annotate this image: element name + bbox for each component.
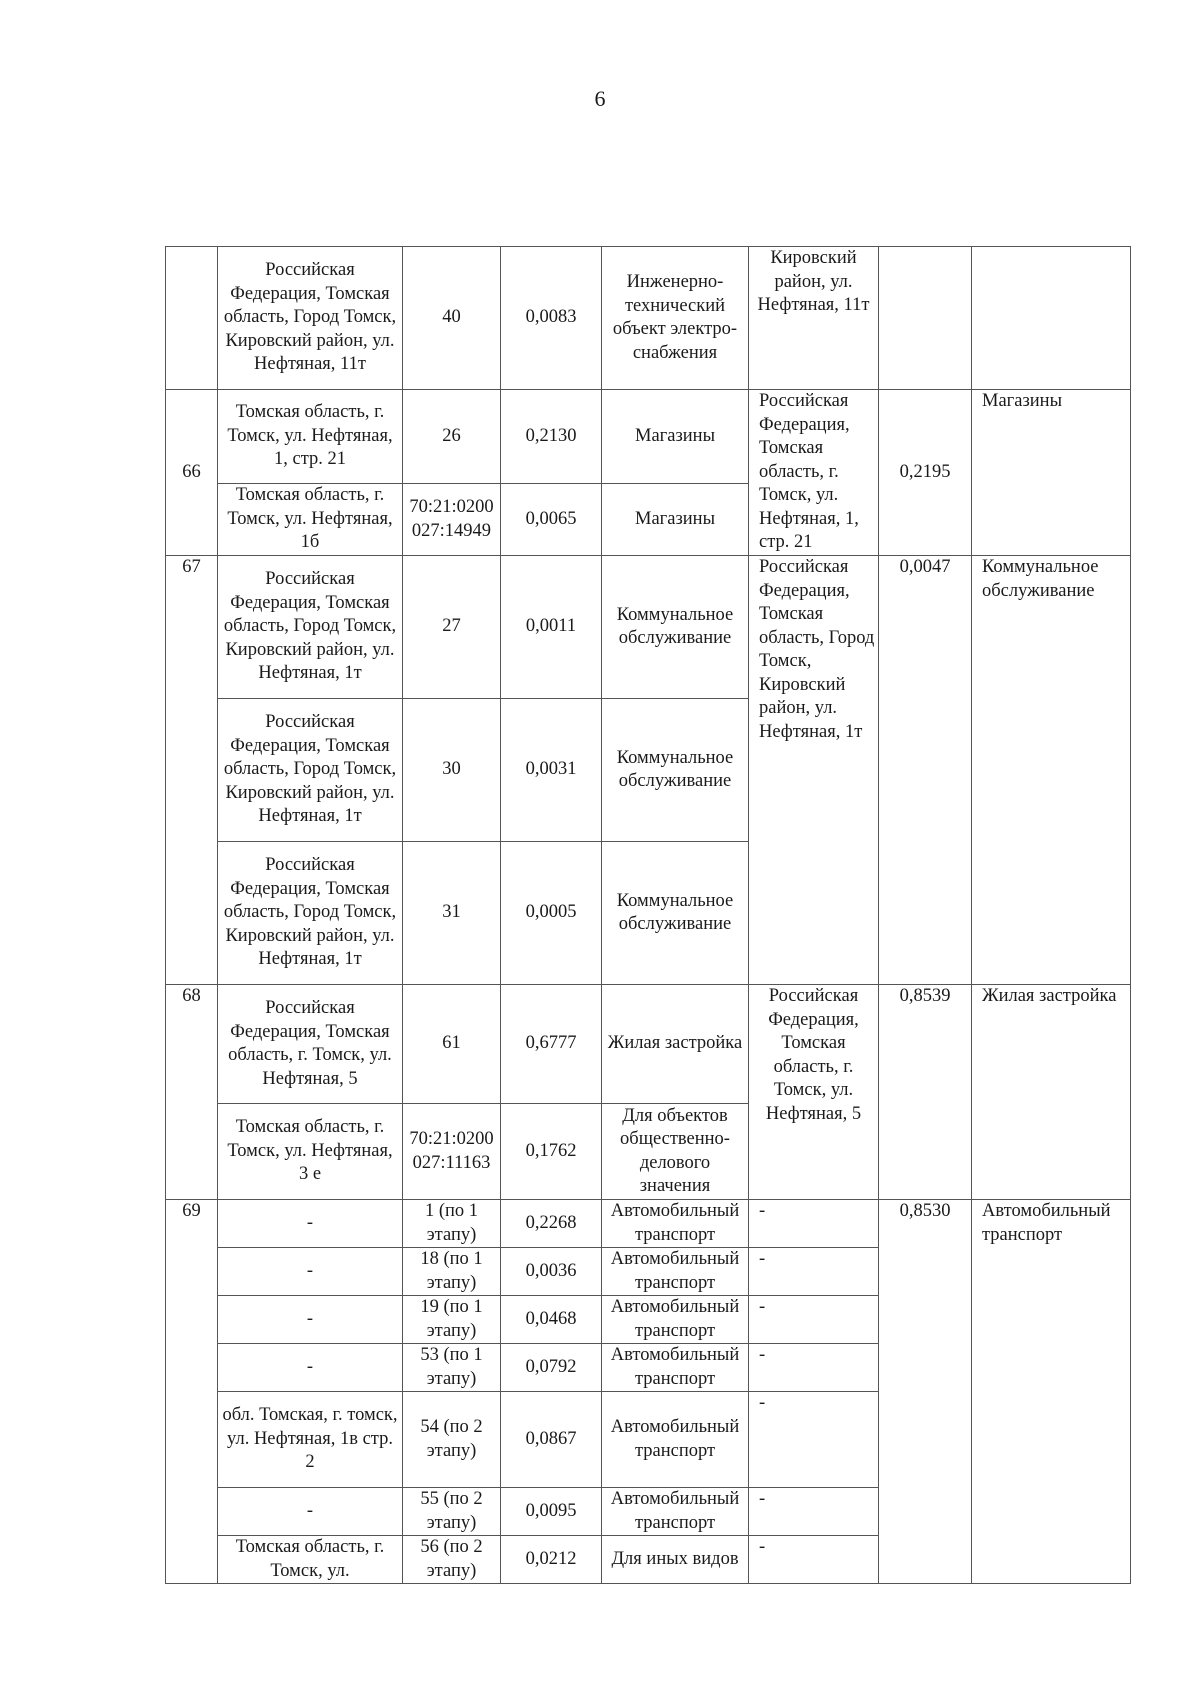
use-cell: Автомобильный транспорт <box>602 1200 749 1248</box>
new-location-cell: - <box>749 1392 879 1488</box>
plot-number-cell: 26 <box>403 390 501 484</box>
address-cell: - <box>218 1296 403 1344</box>
total-area-cell: 0,8539 <box>879 985 972 1200</box>
area-cell: 0,0065 <box>501 484 602 556</box>
use-cell: Для иных видов <box>602 1536 749 1584</box>
use-cell: Магазины <box>602 484 749 556</box>
plot-number-cell: 40 <box>403 247 501 390</box>
table-row <box>166 985 1131 1104</box>
address-cell: Российская Федерация, Томская область, Город Томск, Кировский район, ул. Нефтяная, 1т <box>218 842 403 985</box>
new-use-cell <box>972 247 1131 390</box>
land-plots-table <box>165 246 1131 1584</box>
area-cell: 0,1762 <box>501 1104 602 1200</box>
address-cell: Российская Федерация, Томская область, Город Томск, Кировский район, ул. Нефтяная, 1т <box>218 556 403 699</box>
area-cell: 0,0083 <box>501 247 602 390</box>
table-row <box>166 1200 1131 1248</box>
area-cell: 0,2130 <box>501 390 602 484</box>
table-row <box>166 556 1131 699</box>
use-cell: Коммунальное обслуживание <box>602 556 749 699</box>
area-cell: 0,0036 <box>501 1248 602 1296</box>
plot-number-cell: 56 (по 2 этапу) <box>403 1536 501 1584</box>
address-cell: Томская область, г. Томск, ул. Нефтяная, 1, стр. 21 <box>218 390 403 484</box>
new-use-cell: Автомобильный транспорт <box>972 1200 1131 1584</box>
address-cell: Российская Федерация, Томская область, Город Томск, Кировский район, ул. Нефтяная, 11т <box>218 247 403 390</box>
area-cell: 0,2268 <box>501 1200 602 1248</box>
use-cell: Автомобильный транспорт <box>602 1248 749 1296</box>
address-cell: Томская область, г. Томск, ул. <box>218 1536 403 1584</box>
area-cell: 0,0095 <box>501 1488 602 1536</box>
address-cell: Российская Федерация, Томская область, Город Томск, Кировский район, ул. Нефтяная, 1т <box>218 699 403 842</box>
use-cell: Автомобильный транспорт <box>602 1344 749 1392</box>
plot-number-cell: 31 <box>403 842 501 985</box>
use-cell: Коммунальное обслуживание <box>602 699 749 842</box>
plot-number-cell: 27 <box>403 556 501 699</box>
address-cell: - <box>218 1248 403 1296</box>
address-cell: Томская область, г. Томск, ул. Нефтяная, 1б <box>218 484 403 556</box>
use-cell: Автомобильный транспорт <box>602 1488 749 1536</box>
plot-number-cell: 30 <box>403 699 501 842</box>
row-id-cell: 66 <box>166 390 218 556</box>
new-location-cell: Российская Федерация, Томская область, г. Томск, ул. Нефтяная, 1, стр. 21 <box>749 390 879 556</box>
row-id-cell: 67 <box>166 556 218 985</box>
new-location-cell: - <box>749 1344 879 1392</box>
use-cell: Для объектов общественно-делового значения <box>602 1104 749 1200</box>
address-cell: - <box>218 1344 403 1392</box>
area-cell: 0,0005 <box>501 842 602 985</box>
row-id-cell: 69 <box>166 1200 218 1584</box>
plot-number-cell: 55 (по 2 этапу) <box>403 1488 501 1536</box>
new-location-cell: - <box>749 1296 879 1344</box>
use-cell: Коммунальное обслуживание <box>602 842 749 985</box>
new-location-cell: - <box>749 1200 879 1248</box>
area-cell: 0,0031 <box>501 699 602 842</box>
row-id-cell: 68 <box>166 985 218 1200</box>
address-cell: Российская Федерация, Томская область, г. Томск, ул. Нефтяная, 5 <box>218 985 403 1104</box>
area-cell: 0,0212 <box>501 1536 602 1584</box>
use-cell: Жилая застройка <box>602 985 749 1104</box>
total-area-cell: 0,0047 <box>879 556 972 985</box>
area-cell: 0,6777 <box>501 985 602 1104</box>
use-cell: Автомобильный транспорт <box>602 1296 749 1344</box>
address-cell: Томская область, г. Томск, ул. Нефтяная, 3 е <box>218 1104 403 1200</box>
plot-number-cell: 70:21:0200027:11163 <box>403 1104 501 1200</box>
table-row <box>166 247 1131 390</box>
new-location-cell: - <box>749 1488 879 1536</box>
address-cell: - <box>218 1200 403 1248</box>
use-cell: Автомобильный транспорт <box>602 1392 749 1488</box>
use-cell: Инженерно-технический объект электро-снабжения <box>602 247 749 390</box>
total-area-cell: 0,2195 <box>879 390 972 556</box>
total-area-cell: 0,8530 <box>879 1200 972 1584</box>
new-location-cell: Российская Федерация, Томская область, Город Томск, Кировский район, ул. Нефтяная, 1т <box>749 556 879 985</box>
new-location-cell: - <box>749 1248 879 1296</box>
area-cell: 0,0792 <box>501 1344 602 1392</box>
plot-number-cell: 18 (по 1 этапу) <box>403 1248 501 1296</box>
new-use-cell: Коммунальное обслуживание <box>972 556 1131 985</box>
plot-number-cell: 61 <box>403 985 501 1104</box>
address-cell: обл. Томская, г. томск, ул. Нефтяная, 1в стр. 2 <box>218 1392 403 1488</box>
plot-number-cell: 54 (по 2 этапу) <box>403 1392 501 1488</box>
area-cell: 0,0468 <box>501 1296 602 1344</box>
row-id-cell <box>166 247 218 390</box>
area-cell: 0,0867 <box>501 1392 602 1488</box>
new-location-cell: - <box>749 1536 879 1584</box>
new-location-cell: Кировский район, ул. Нефтяная, 11т <box>749 247 879 390</box>
plot-number-cell: 53 (по 1 этапу) <box>403 1344 501 1392</box>
plot-number-cell: 1 (по 1 этапу) <box>403 1200 501 1248</box>
area-cell: 0,0011 <box>501 556 602 699</box>
plot-number-cell: 19 (по 1 этапу) <box>403 1296 501 1344</box>
new-use-cell: Магазины <box>972 390 1131 556</box>
new-location-cell: Российская Федерация, Томская область, г. Томск, ул. Нефтяная, 5 <box>749 985 879 1200</box>
new-use-cell: Жилая застройка <box>972 985 1131 1200</box>
page-number: 6 <box>594 86 606 111</box>
total-area-cell <box>879 247 972 390</box>
address-cell: - <box>218 1488 403 1536</box>
use-cell: Магазины <box>602 390 749 484</box>
plot-number-cell: 70:21:0200027:14949 <box>403 484 501 556</box>
table-row <box>166 390 1131 484</box>
